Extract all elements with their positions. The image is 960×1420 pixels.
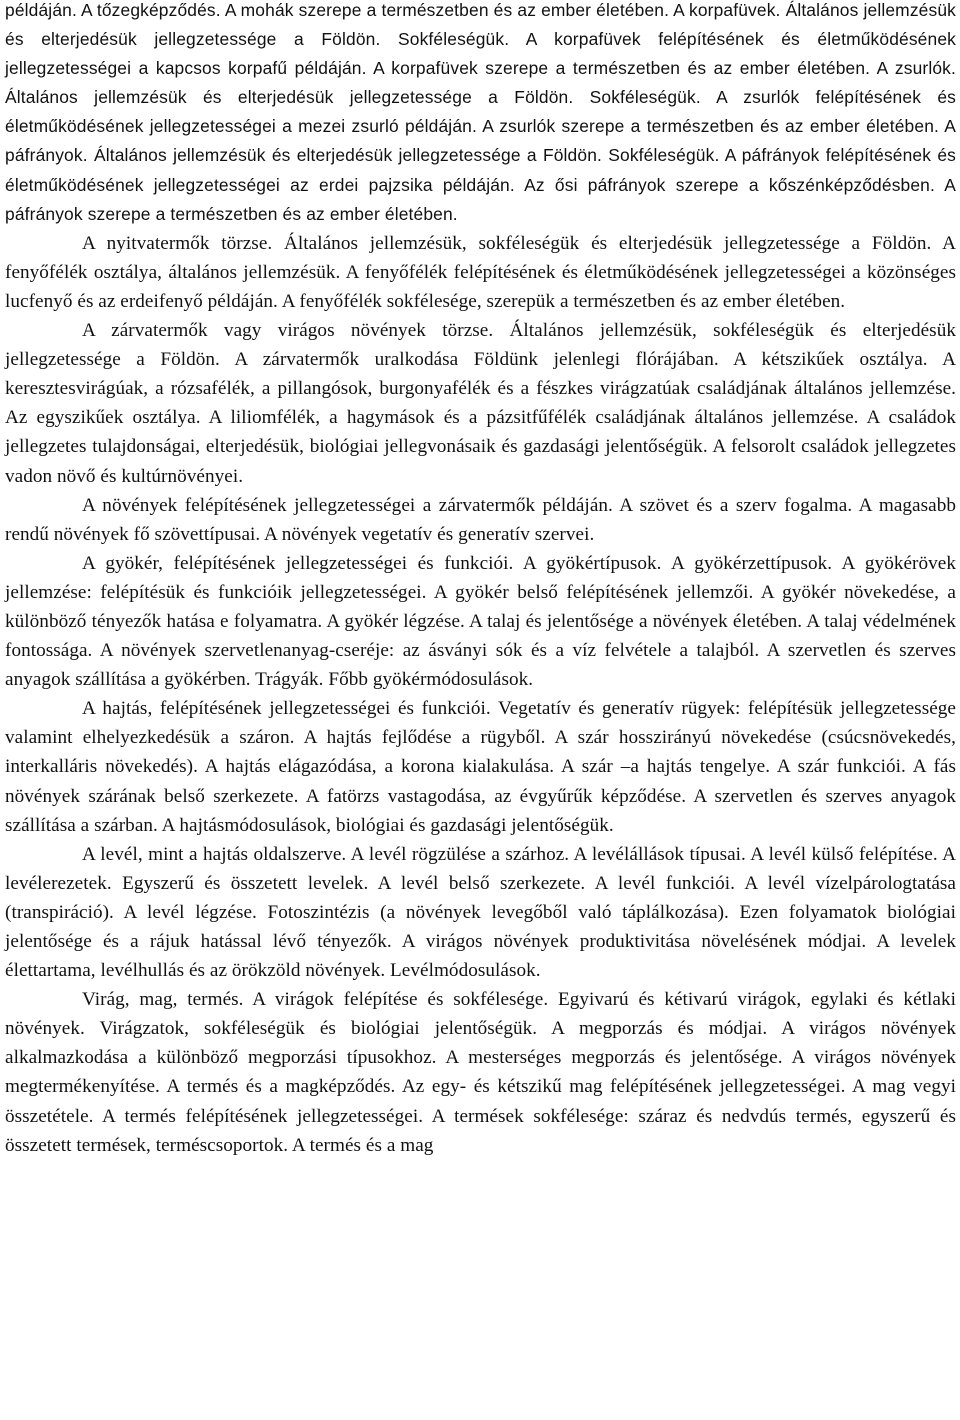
paragraph-text: A levél, mint a hajtás oldalszerve. A levél rögzülése a szárhoz. A levélállások típusai. A levél külső felépítése. A levélerezetek. Egyszerű és összetett levelek. A levél belső szerkezete. A levél funkciói. A levél vízelpárologtatása (transpiráció). A levél légzése. Fotoszintézis (a növények levegőből való táplálkozása). Ezen folyamatok biológiai jelentősége és a rájuk hatással lévő tényezők. A virágos növények produktivitása növelésének módjai. A levelek élettartama, levélhullás és az örökzöld növények. Levélmódosulások. xyxy=(5,843,956,982)
paragraph-text: Általános jellemzésük és elterjedésük jellegzetessége a Földön. Sokféleségük. A páfrányok felépítésének és életműködésének jellegzetességei az erdei pajzsika példáján. Az ősi páfrányok szerepe a kőszénképződésben. A páfrányok szerepe a természetben és az ember életében. xyxy=(5,145,957,224)
paragraph-flower-seed-fruit xyxy=(5,985,956,1160)
paragraph-text: A hajtás, felépítésének jellegzetességei és funkciói. Vegetatív és generatív rügyek: felépítésük jellegzetessége valamint elhelyezkedésük a száron. A hajtás fejlődése a rügyből. A szár hosszirányú növekedése (csúcsnövekedés, interkalláris növekedés). A hajtás elágazódása, a korona kialakulása. A szár –a hajtás tengelye. A szár funkciói. A fás növények szárának belső szerkezete. A fatörzs vastagodása, az évgyűrűk képződése. A szervetlen és szerves anyagok szállítása a szárban. A hajtásmódosulások, biológiai és gazdasági jelentőségük. xyxy=(5,698,956,836)
paragraph-plant-structure xyxy=(5,491,956,549)
paragraph-text: A nyitvatermők törzse. Általános jellemzésük, sokféleségük és elterjedésük jellegzetessége a Földön. A fenyőfélék osztálya, általános jellemzésük. A fenyőfélék felépítésének és életműködésének jellegzetességei a közönséges lucfenyő és az erdeifenyő példáján. A fenyőfélék sokfélesége, szerepük a természetben és az ember életében. xyxy=(5,232,956,312)
paragraph-text: A gyökér, felépítésének jellegzetességei és funkciói. A gyökértípusok. A gyökérzettípusok. A gyökérövek jellemzése: felépítésük és funkcióik jellegzetességei. A gyökér belső felépítésének jellemzői. A gyökér növekedése, a különböző tényezők hatása e folyamatra. A gyökér légzése. A talaj és jelentősége a növények életében. A talaj védelmének fontossága. A növények szervetlenanyag-cseréje: az ásványi sók és a víz felvétele a talajból. A szervetlen és szerves anyagok szállítása a gyökérben. Trágyák. Főbb gyökérmódosulások. xyxy=(5,552,956,691)
paragraph-angiosperms xyxy=(5,316,956,491)
paragraph-text: Általános jellemzésük és elterjedésük jellegzetessége a Földön. Sokféleségük. A zsurlók felépítésének és életműködésének jellegzetességei a mezei zsurló példáján. A zsurlók szerepe a természetben és az ember életében. A páfrányok. xyxy=(5,87,956,166)
paragraph-leaf xyxy=(5,840,956,985)
paragraph-cryptogams xyxy=(5,0,956,229)
paragraph-text: példáján. A tőzegképződés. A mohák szerepe a természetben és az ember életében. A korpafüvek. Általános jellemzésük és elterjedésük jellegzetessége a Földön. Sokféleségük. A korpafüvek felépítésének és életműködésének jellegzetességei a kapcsos korpafű példáján. A korpafüvek szerepe a természetben és az ember életében. A zsurlók. xyxy=(5,0,956,79)
paragraph-shoot xyxy=(5,694,956,839)
paragraph-text: Virág, mag, termés. A virágok felépítése és sokfélesége. Egyivarú és kétivarú virágok, egylaki és kétlaki növények. Virágzatok, sokféleségük és biológiai jelentőségük. A megporzás és módjai. A virágos növények alkalmazkodása a különböző megporzási típusokhoz. A mesterséges megporzás és jelentősége. A virágos növények megtermékenyítése. A termés és a magképződés. Az egy- és kétszikű mag felépítésének jellegzetességei. A mag vegyi összetétele. A termés felépítésének jellegzetességei. A termések sokfélesége: száraz és nedvdús termés, egyszerű és összetett termések, terméscsoportok. A termés és a mag xyxy=(5,989,956,1156)
paragraph-gymnosperms xyxy=(5,229,956,316)
paragraph-root xyxy=(5,549,956,694)
paragraph-text: A zárvatermők vagy virágos növények törzse. Általános jellemzésük, sokféleségük és elterjedésük jellegzetessége a Földön. A zárvatermők uralkodása Földünk jelenlegi flórájában. A kétszikűek osztálya. A keresztesvirágúak, a rózsafélék, a pillangósok, burgonyafélék és a fészkes virágzatúak családjának általános jellemzése. Az egyszikűek osztálya. A liliomfélék, a hagymások és a pázsitfűfélék családjának általános jellemzése. A családok jellegzetes tulajdonságai, elterjedésük, biológiai jellegvonásaik és gazdasági jelentőségük. A felsorolt családok jellegzetes vadon növő és kultúrnövényei. xyxy=(5,320,956,487)
paragraph-text: A növények felépítésének jellegzetességei a zárvatermők példáján. A szövet és a szerv fogalma. A magasabb rendű növények fő szövettípusai. A növények vegetatív és generatív szervei. xyxy=(5,494,956,545)
